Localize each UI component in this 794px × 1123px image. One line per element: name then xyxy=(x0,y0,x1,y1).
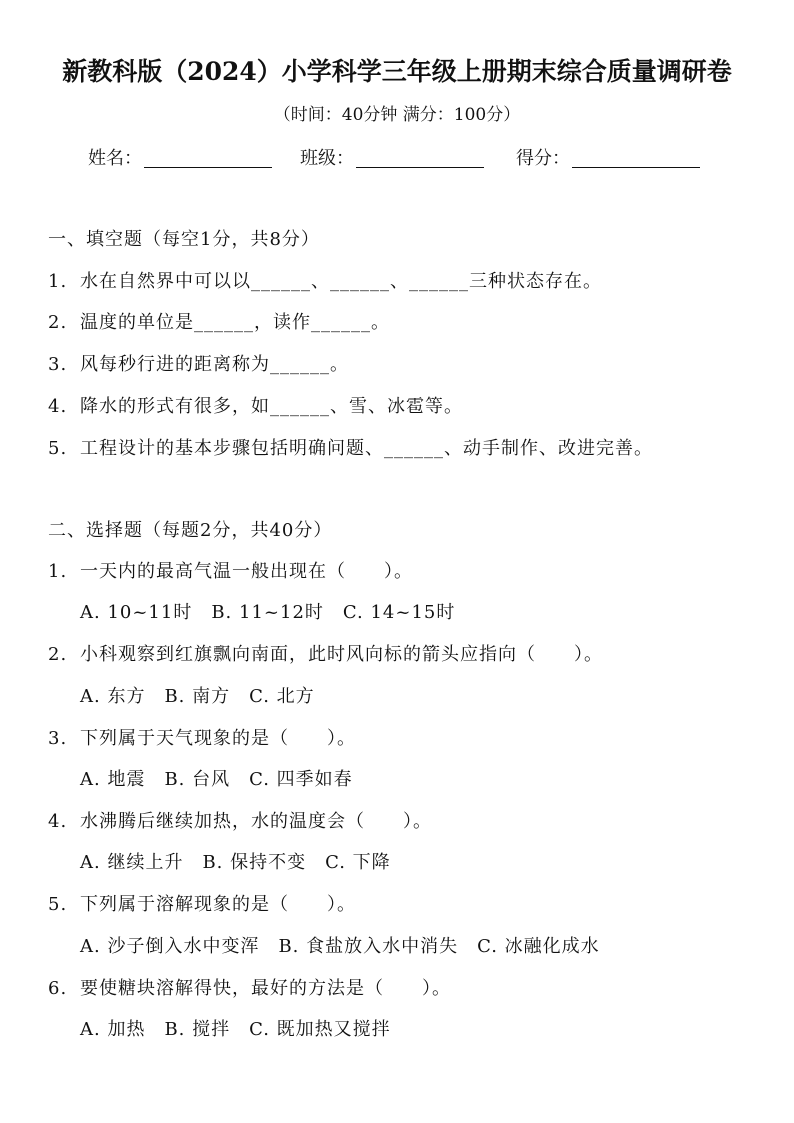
class-blank[interactable] xyxy=(356,149,484,168)
question-text: 水在自然界中可以以______、______、______三种状态存在。 xyxy=(80,271,602,292)
score-blank[interactable] xyxy=(572,149,700,168)
choice-options-1: A. 10~11时 B. 11~12时 C. 14~15时 xyxy=(80,602,456,623)
choice-question-1 xyxy=(48,557,413,583)
question-text: 下列属于天气现象的是（ ）。 xyxy=(80,728,356,749)
question-text: 下列属于溶解现象的是（ ）。 xyxy=(80,894,356,915)
class-label: 班级： xyxy=(300,148,354,169)
choice-options-4: A. 继续上升 B. 保持不变 C. 下降 xyxy=(80,852,391,873)
question-number: 2. xyxy=(48,644,68,665)
choice-question-4 xyxy=(48,807,432,833)
name-field[interactable] xyxy=(88,144,272,170)
name-label: 姓名： xyxy=(88,148,142,169)
choice-options-6: A. 加热 B. 搅拌 C. 既加热又搅拌 xyxy=(80,1019,391,1040)
fill-question-3 xyxy=(48,350,349,376)
choice-options-5: A. 沙子倒入水中变浑 B. 食盐放入水中消失 C. 冰融化成水 xyxy=(80,936,600,957)
question-number: 3. xyxy=(48,728,68,749)
question-number: 3. xyxy=(48,354,68,375)
question-text: 温度的单位是______，读作______。 xyxy=(80,312,390,333)
score-field[interactable] xyxy=(516,144,700,170)
exam-subtitle: （时间：40分钟 满分：100分） xyxy=(273,105,521,125)
name-blank[interactable] xyxy=(144,149,272,168)
choice-question-5 xyxy=(48,890,356,916)
question-number: 1. xyxy=(48,561,68,582)
question-text: 工程设计的基本步骤包括明确问题、______、动手制作、改进完善。 xyxy=(80,438,653,459)
question-number: 5. xyxy=(48,438,68,459)
question-text: 要使糖块溶解得快，最好的方法是（ ）。 xyxy=(80,978,451,999)
section1-heading: 一、填空题（每空1分，共8分） xyxy=(48,229,320,250)
question-text: 水沸腾后继续加热，水的温度会（ ）。 xyxy=(80,811,432,832)
fill-question-4 xyxy=(48,392,463,418)
question-number: 1. xyxy=(48,271,68,292)
choice-question-3 xyxy=(48,724,356,750)
question-number: 4. xyxy=(48,396,68,417)
fill-question-5 xyxy=(48,434,653,460)
question-number: 4. xyxy=(48,811,68,832)
score-label: 得分： xyxy=(516,148,570,169)
class-field[interactable] xyxy=(300,144,484,170)
fill-question-1 xyxy=(48,267,602,293)
question-text: 降水的形式有很多，如______、雪、冰雹等。 xyxy=(80,396,463,417)
section2-heading: 二、选择题（每题2分，共40分） xyxy=(48,520,333,541)
question-text: 小科观察到红旗飘向南面，此时风向标的箭头应指向（ ）。 xyxy=(80,644,603,665)
question-text: 风每秒行进的距离称为______。 xyxy=(80,354,349,375)
choice-question-6 xyxy=(48,974,451,1000)
exam-title: 新教科版（2024）小学科学三年级上册期末综合质量调研卷 xyxy=(62,57,732,86)
question-number: 5. xyxy=(48,894,68,915)
question-number: 6. xyxy=(48,978,68,999)
choice-options-2: A. 东方 B. 南方 C. 北方 xyxy=(80,686,315,707)
question-text: 一天内的最高气温一般出现在（ ）。 xyxy=(80,561,413,582)
fill-question-2 xyxy=(48,308,390,334)
question-number: 2. xyxy=(48,312,68,333)
choice-options-3: A. 地震 B. 台风 C. 四季如春 xyxy=(80,769,353,790)
choice-question-2 xyxy=(48,640,603,666)
